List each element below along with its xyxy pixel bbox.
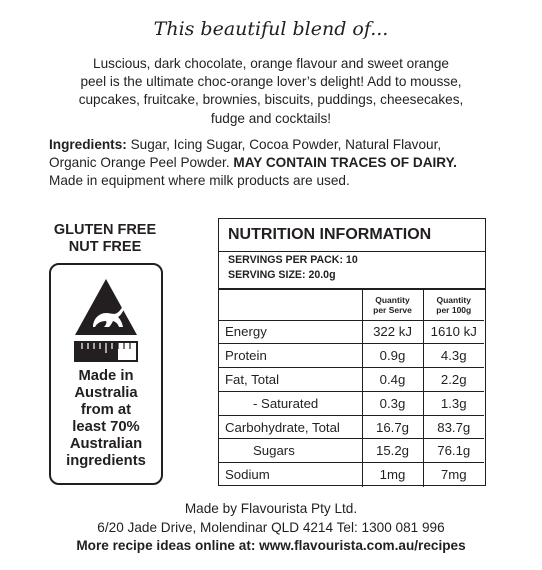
nutrition-row-energy <box>219 320 484 344</box>
ingredients-list: Sugar, Icing Sugar, Cocoa Powder, Natural Flavour, <box>126 137 442 152</box>
origin-line: least 70% <box>72 419 140 435</box>
per-serve-value: 16.7g <box>362 415 423 439</box>
origin-line: Australian <box>69 436 143 452</box>
per-100g-value: 76.1g <box>423 439 484 463</box>
header-line: per 100g <box>436 304 472 315</box>
header-line: Quantity <box>436 294 471 305</box>
per-serve-value: 0.4g <box>362 368 423 392</box>
dietary-claims <box>30 222 180 256</box>
origin-line: from at <box>80 402 132 418</box>
per-serve-value: 322 kJ <box>362 320 423 344</box>
nutrition-row-protein <box>219 344 484 368</box>
ingredients-statement <box>49 136 509 191</box>
per-100g-value: 83.7g <box>423 415 484 439</box>
per-100g-value: 1.3g <box>423 391 484 415</box>
nutrition-row-saturated <box>219 391 484 415</box>
description-line: fudge and cocktails! <box>210 110 332 126</box>
manufacturer: Made by Flavourista Pty Ltd. <box>184 501 358 516</box>
origin-line: Made in <box>78 368 134 384</box>
australian-made-kangaroo-icon <box>73 277 139 363</box>
per-100g-value: 1610 kJ <box>423 320 484 344</box>
nutrient-name: Energy <box>219 320 362 344</box>
allergen-note: Made in equipment where milk products are used. <box>49 173 350 189</box>
nutrient-name: Sodium <box>219 463 362 487</box>
header-line: per Serve <box>373 304 412 315</box>
nutrient-name: Carbohydrate, Total <box>219 415 362 439</box>
headline: This beautiful blend of... <box>153 18 389 40</box>
per-100g-column-header <box>423 290 484 320</box>
address-phone: 6/20 Jade Drive, Molendinar QLD 4214 Tel: 1300 081 996 <box>97 519 445 535</box>
origin-line: Australia <box>74 385 138 401</box>
nutrition-table <box>219 290 484 487</box>
nutrient-name: Fat, Total <box>219 368 362 392</box>
per-serve-value: 0.9g <box>362 344 423 368</box>
servings-per-pack: SERVINGS PER PACK: 10 <box>228 254 358 266</box>
description-line: cupcakes, fruitcake, brownies, biscuits, puddings, cheesecakes, <box>78 92 464 108</box>
product-description <box>40 55 502 128</box>
footer <box>0 500 542 556</box>
gluten-free-claim: GLUTEN FREE <box>53 222 157 238</box>
divider <box>219 251 485 252</box>
per-100g-value: 4.3g <box>423 344 484 368</box>
nutrient-name: - Saturated <box>219 391 362 415</box>
nutrition-information-panel <box>218 218 486 486</box>
description-line: peel is the ultimate choc-orange lover’s delight! Add to mousse, <box>80 74 462 90</box>
nutrition-row-fat-total <box>219 368 484 392</box>
nut-free-claim: NUT FREE <box>68 239 142 255</box>
per-serve-column-header <box>362 290 423 320</box>
per-serve-value: 1mg <box>362 463 423 487</box>
nutrient-name: Sugars <box>219 439 362 463</box>
nutrition-row-sugars <box>219 439 484 463</box>
country-of-origin-label <box>49 263 163 485</box>
serving-info <box>228 253 358 283</box>
nutrition-row-sodium <box>219 463 484 487</box>
nutrient-name: Protein <box>219 344 362 368</box>
description-line: Luscious, dark chocolate, orange flavour and sweet orange <box>93 56 449 71</box>
per-serve-value: 15.2g <box>362 439 423 463</box>
nutrition-header-row <box>219 290 484 320</box>
per-100g-value: 2.2g <box>423 368 484 392</box>
nutrition-title: NUTRITION INFORMATION <box>228 226 432 243</box>
per-serve-value: 0.3g <box>362 391 423 415</box>
serving-size: SERVING SIZE: 20.0g <box>228 269 336 281</box>
header-line: Quantity <box>375 294 410 305</box>
origin-line: ingredients <box>66 453 146 469</box>
website-link[interactable]: More recipe ideas online at: www.flavourista.com.au/recipes <box>76 538 466 553</box>
ingredients-label: Ingredients: <box>49 137 127 152</box>
ingredients-list-continued: Organic Orange Peel Powder. <box>49 155 234 171</box>
nutrition-row-carbohydrate <box>219 415 484 439</box>
nutrient-column-header <box>219 290 362 320</box>
per-100g-value: 7mg <box>423 463 484 487</box>
country-of-origin-statement <box>51 368 161 470</box>
allergen-warning: MAY CONTAIN TRACES OF DAIRY. <box>233 155 457 171</box>
